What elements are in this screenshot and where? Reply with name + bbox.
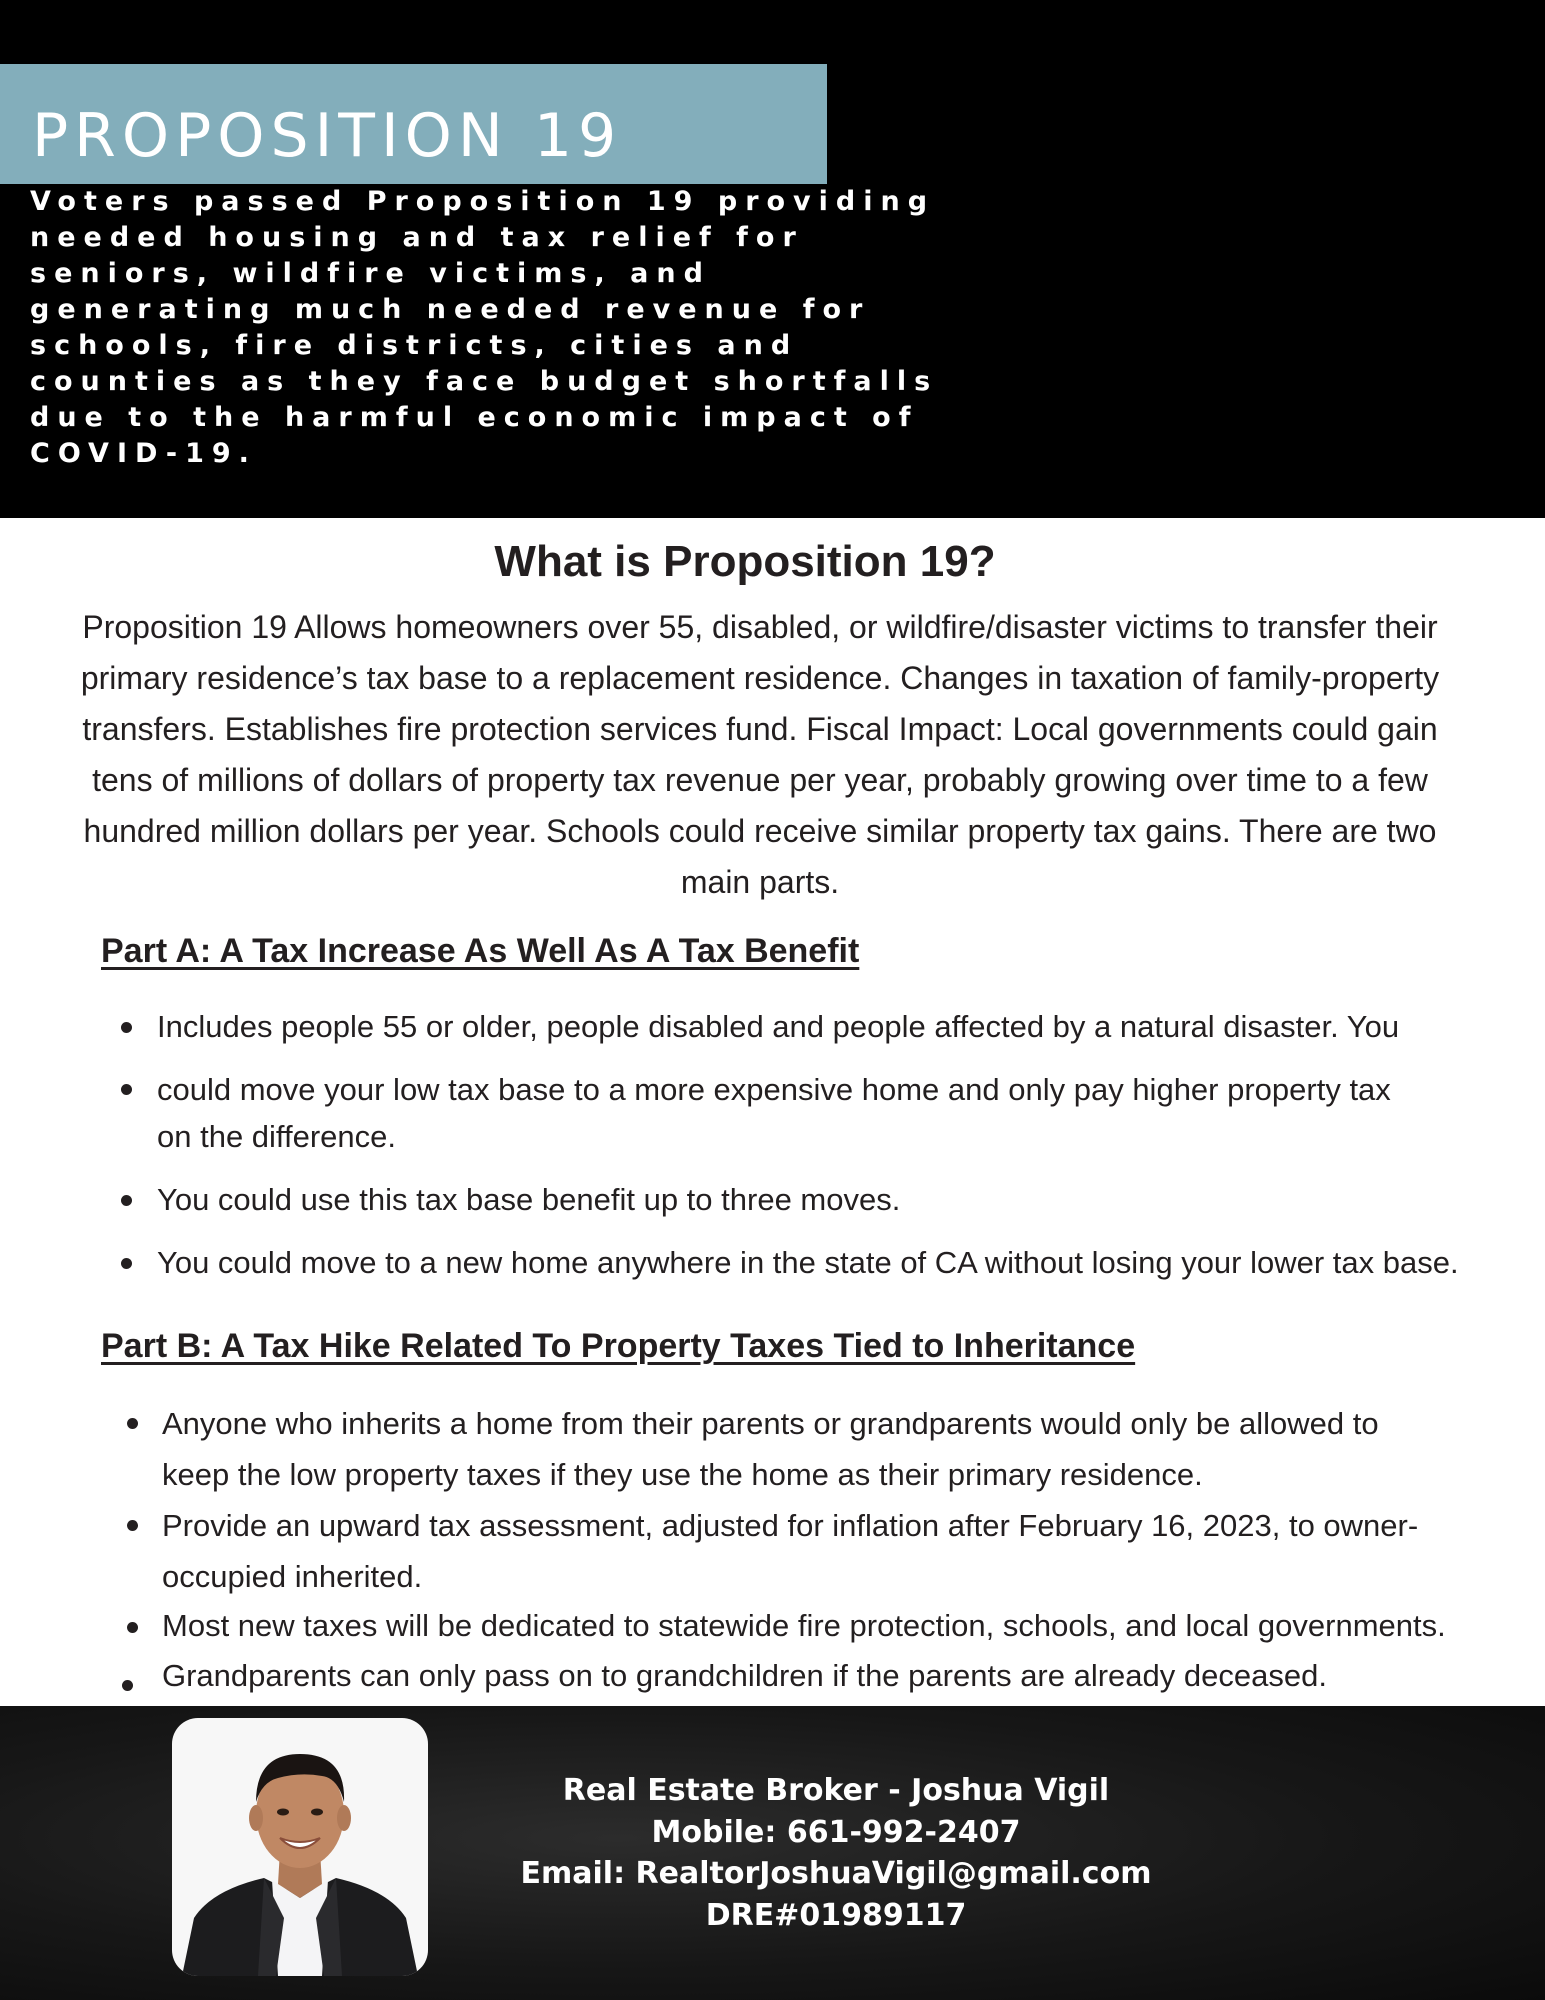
license-number: DRE#01989117 <box>705 1897 967 1933</box>
lead-line: Proposition 19 Allows homeowners over 55, disabled, or wildfire/disaster victims to transfer their <box>82 609 1438 645</box>
intro-line: Voters passed Proposition 19 providing <box>30 186 936 217</box>
intro-line: seniors, wildfire victims, and <box>30 258 711 289</box>
list-item-text: Provide an upward tax assessment, adjusted for inflation after February 16, 2023, to owner- <box>162 1508 1419 1543</box>
bullet-icon <box>121 1258 132 1269</box>
list-item-text: on the difference. <box>157 1119 396 1154</box>
list-item-text: could move your low tax base to a more expensive home and only pay higher property tax <box>157 1072 1391 1107</box>
bullet-icon <box>121 1084 132 1095</box>
part-b-heading: Part B: A Tax Hike Related To Property Taxes Tied to Inheritance <box>101 1327 1136 1365</box>
list-item <box>157 1239 1459 1287</box>
list-item <box>162 1652 1327 1700</box>
agent-portrait-icon <box>172 1718 428 1976</box>
list-item-text: You could use this tax base benefit up to three moves. <box>157 1182 901 1217</box>
list-item-text: You could move to a new home anywhere in the state of CA without losing your lower tax base. <box>157 1245 1459 1280</box>
list-item <box>162 1602 1446 1650</box>
bullet-icon <box>127 1418 138 1429</box>
intro-line: due to the harmful economic impact of <box>30 402 919 433</box>
agent-photo <box>172 1718 428 1976</box>
lead-line: transfers. Establishes fire protection services fund. Fiscal Impact: Local governments could gain <box>82 711 1438 747</box>
list-item-text: Most new taxes will be dedicated to statewide fire protection, schools, and local governments. <box>162 1608 1446 1643</box>
intro-paragraph <box>30 184 939 472</box>
intro-line: schools, fire districts, cities and <box>30 330 799 361</box>
lead-line: main parts. <box>680 864 840 900</box>
list-item-text: occupied inherited. <box>162 1559 423 1594</box>
list-item-text: Grandparents can only pass on to grandchildren if the parents are already deceased. <box>162 1658 1327 1693</box>
bullet-icon <box>121 1195 132 1206</box>
section-heading: What is Proposition 19? <box>494 537 996 586</box>
bullet-icon <box>122 1680 133 1691</box>
email-address: Email: RealtorJoshuaVigil@gmail.com <box>520 1856 1152 1891</box>
intro-line: COVID-19. <box>30 438 257 469</box>
intro-line: counties as they face budget shortfalls <box>30 366 939 397</box>
broker-name: Real Estate Broker - Joshua Vigil <box>562 1773 1110 1808</box>
list-item-text: Anyone who inherits a home from their parents or grandparents would only be allowed to <box>162 1406 1379 1441</box>
bullet-icon <box>127 1622 138 1633</box>
bullet-icon <box>127 1520 138 1531</box>
mobile-number: Mobile: 661-992-2407 <box>651 1814 1021 1850</box>
bullet-icon <box>121 1022 132 1033</box>
list-item-text: keep the low property taxes if they use the home as their primary residence. <box>162 1457 1203 1492</box>
lead-paragraph <box>40 602 1480 908</box>
list-item <box>157 1176 900 1224</box>
part-a-heading: Part A: A Tax Increase As Well As A Tax Benefit <box>101 932 860 970</box>
list-item <box>157 1003 1399 1051</box>
lead-line: hundred million dollars per year. Schools could receive similar property tax gains. There are two <box>83 813 1437 849</box>
list-item <box>162 1398 1379 1500</box>
list-item-text: Includes people 55 or older, people disabled and people affected by a natural disaster. You <box>157 1009 1400 1044</box>
contact-block <box>470 1770 1202 1936</box>
lead-line: tens of millions of dollars of property tax revenue per year, probably growing over time to a few <box>92 762 1428 798</box>
lead-line: primary residence’s tax base to a replacement residence. Changes in taxation of family-property <box>80 660 1440 696</box>
list-item <box>157 1066 1391 1160</box>
page-title: PROPOSITION 19 <box>32 101 623 171</box>
intro-line: needed housing and tax relief for <box>30 222 804 253</box>
list-item <box>162 1500 1418 1602</box>
intro-line: generating much needed revenue for <box>30 294 871 325</box>
